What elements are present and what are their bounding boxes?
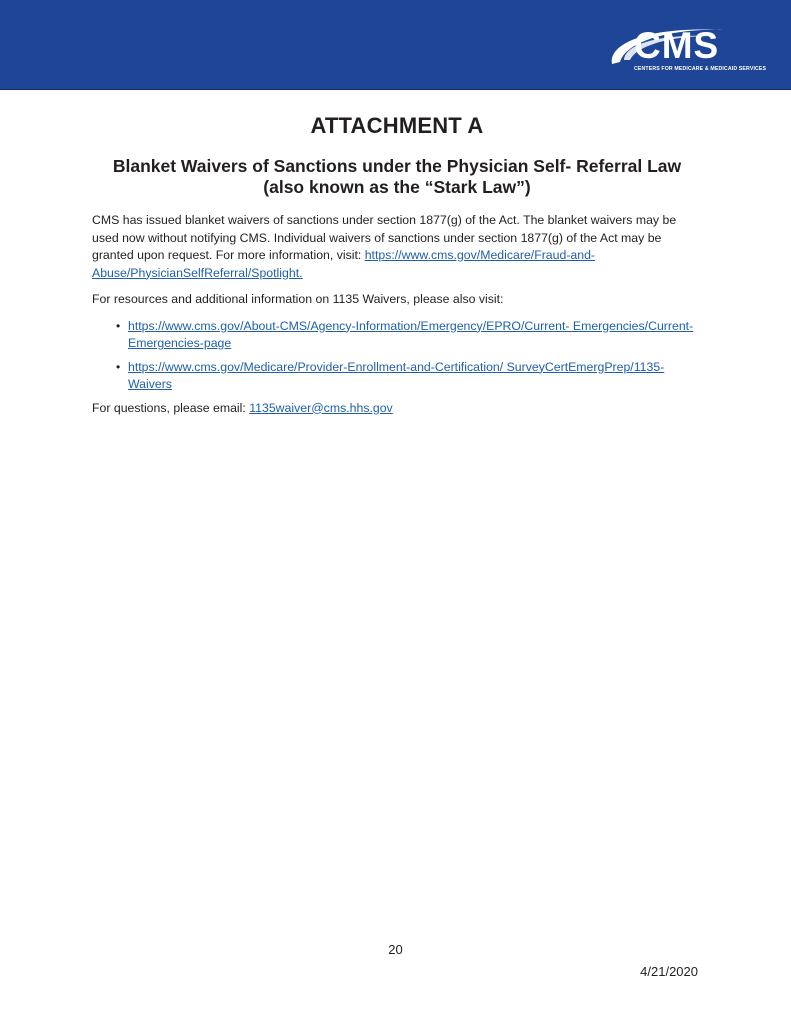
waiver-email-link[interactable]: 1135waiver@cms.hhs.gov <box>249 400 393 415</box>
subtitle-line-2: (also known as the “Stark Law”) <box>263 177 531 197</box>
list-item <box>92 318 702 353</box>
resource-link-list <box>92 318 702 394</box>
document-body <box>92 112 702 426</box>
current-emergencies-link[interactable]: https://www.cms.gov/About-CMS/Agency-Information/Emergency/EPRO/Current- Emergencies/Current-Emergencies-page <box>128 318 694 350</box>
1135-waivers-link[interactable]: https://www.cms.gov/Medicare/Provider-Enrollment-and-Certification/ SurveyCertEmergPrep/1135-Waivers <box>128 359 665 391</box>
subtitle-line-1: Blanket Waivers of Sanctions under the Physician Self- Referral Law <box>112 156 682 176</box>
cms-logo <box>606 20 767 78</box>
bullet: • <box>116 318 121 333</box>
resources-paragraph: For resources and additional information on 1135 Waivers, please also visit: <box>92 292 504 306</box>
bullet: • <box>116 359 121 374</box>
page-title: ATTACHMENT A <box>310 113 484 138</box>
stark-law-spotlight-link[interactable]: https://www.cms.gov/Medicare/Fraud-and-Abuse/PhysicianSelfReferral/Spotlight. <box>92 248 596 280</box>
page-number: 20 <box>388 942 403 957</box>
intro-text: CMS has issued blanket waivers of sanctions under section 1877(g) of the Act. The blanket waivers may be used now without notifying CMS. Individual waivers of sanctions under section 1877(g) of the Act may be granted upon request. For more information, visit: <box>92 213 677 262</box>
header-bar <box>0 0 791 90</box>
page-subtitle <box>92 156 702 198</box>
cms-logo-tagline: CENTERS FOR MEDICARE & MEDICAID SERVICES <box>634 66 767 72</box>
intro-paragraph <box>92 212 702 282</box>
questions-paragraph <box>92 400 702 418</box>
document-date: 4/21/2020 <box>640 964 698 979</box>
cms-logo-text: CMS <box>634 25 720 66</box>
list-item <box>92 359 702 394</box>
questions-text: For questions, please email: <box>92 400 250 415</box>
